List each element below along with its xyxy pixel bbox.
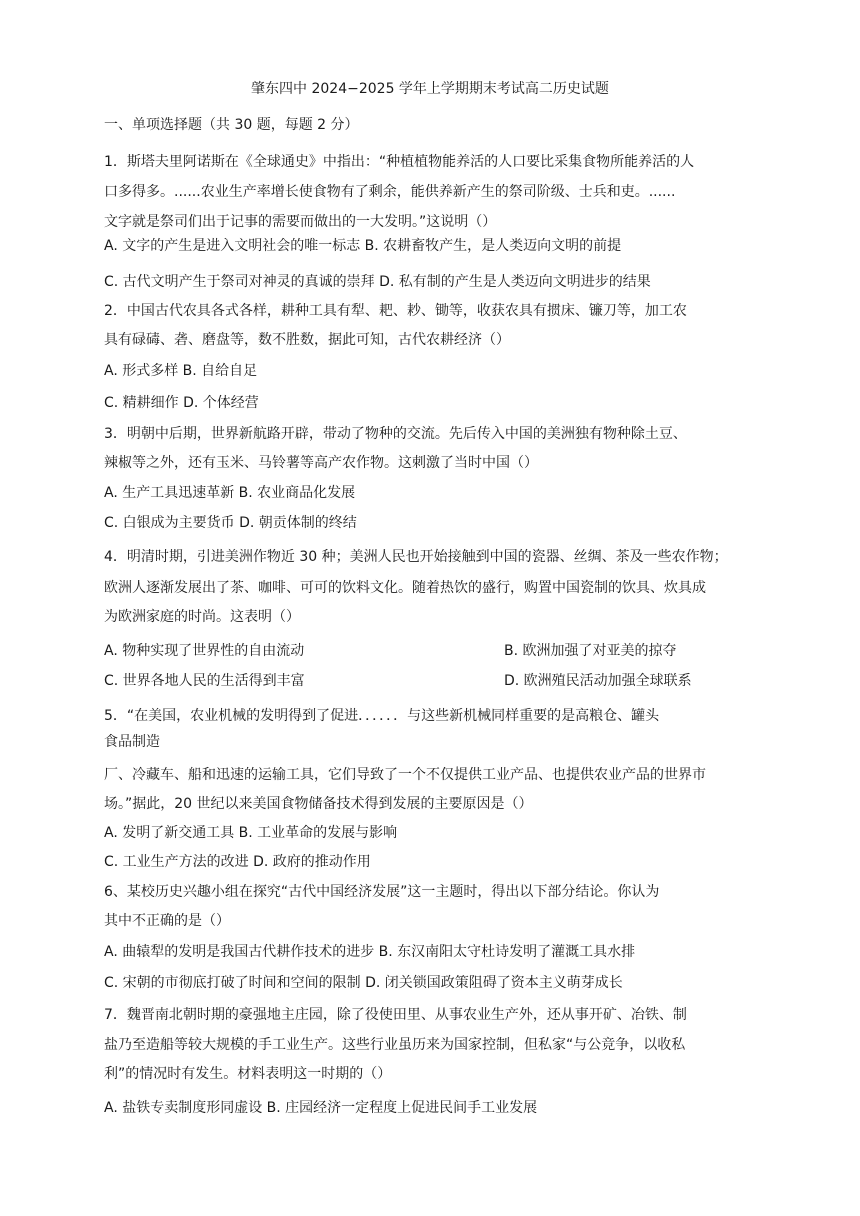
q4-stem-line-3: 为欧洲家庭的时尚。这表明（） [104, 609, 300, 625]
q4-option-b: B. 欧洲加强了对亚美的掠夺 [504, 643, 677, 659]
q3-stem-line-2: 辣椒等之外，还有玉米、马铃薯等高产农作物。这刺激了当时中国（） [104, 455, 538, 471]
q4-stem-line-1: 4．明清时期，引进美洲作物近 30 种；美洲人民也开始接触到中国的瓷器、丝绸、茶及一些农作物； [104, 549, 728, 565]
q6-stem-line-1: 6、某校历史兴趣小组在探究“古代中国经济发展”这一主题时，得出以下部分结论。你认为 [104, 884, 660, 900]
q1-stem-line-2: 口多得多。......农业生产率增长使食物有了剩余，能供养新产生的祭司阶级、士兵和吏。...... [104, 184, 676, 200]
q2-stem-line-2: 具有碌碡、砻、磨盘等，数不胜数，据此可知，古代农耕经济（） [104, 332, 510, 348]
q1-options-ab: A. 文字的产生是进入文明社会的唯一标志 B. 农耕畜牧产生，是人类迈向文明的前提 [104, 238, 622, 254]
q5-stem-line-2: 食品制造 [104, 734, 160, 750]
q7-options-ab: A. 盐铁专卖制度形同虚设 B. 庄园经济一定程度上促进民间手工业发展 [104, 1100, 538, 1116]
section-heading: 一、单项选择题（共 30 题，每题 2 分） [104, 117, 359, 133]
q2-stem-line-1: 2．中国古代农具各式各样，耕种工具有犁、耙、耖、锄等，收获农具有掼床、镰刀等，加工农 [104, 303, 687, 319]
q3-options-cd: C. 白银成为主要货币 D. 朝贡体制的终结 [104, 515, 357, 531]
q5-options-cd: C. 工业生产方法的改进 D. 政府的推动作用 [104, 854, 371, 870]
q4-option-d: D. 欧洲殖民活动加强全球联系 [504, 673, 692, 689]
q4-options-row-1 [104, 641, 764, 661]
q6-options-ab: A. 曲辕犁的发明是我国古代耕作技术的进步 B. 东汉南阳太守杜诗发明了灌溉工具水排 [104, 944, 636, 960]
q4-option-c: C. 世界各地人民的生活得到丰富 [104, 673, 305, 689]
q7-stem-line-2: 盐乃至造船等较大规模的手工业生产。这些行业虽历来为国家控制，但私家“与公竞争，以收私 [104, 1037, 686, 1053]
q7-stem-line-1: 7．魏晋南北朝时期的豪强地主庄园，除了役使田里、从事农业生产外，还从事开矿、冶铁、制 [104, 1007, 687, 1023]
q6-stem-line-2: 其中不正确的是（） [104, 913, 230, 929]
q4-options-row-2 [104, 671, 764, 691]
q5-stem-line-4: 场。”据此，20 世纪以来美国食物储备技术得到发展的主要原因是（） [104, 796, 533, 812]
q4-stem-line-2: 欧洲人逐渐发展出了茶、咖啡、可可的饮料文化。随着热饮的盛行，购置中国瓷制的饮具、炊具成 [104, 580, 706, 596]
q1-options-cd: C. 古代文明产生于祭司对神灵的真诚的崇拜 D. 私有制的产生是人类迈向文明进步的结果 [104, 274, 651, 290]
q7-stem-line-3: 利”的情况时有发生。材料表明这一时期的（） [104, 1066, 392, 1082]
q5-stem-line-1: 5．“在美国，农业机械的发明得到了促进．．．．．．与这些新机械同样重要的是高粮仓、罐头 [104, 708, 660, 724]
q3-options-ab: A. 生产工具迅速革新 B. 农业商品化发展 [104, 485, 356, 501]
q2-options-cd: C. 精耕细作 D. 个体经营 [104, 395, 259, 411]
q2-options-ab: A. 形式多样 B. 自给自足 [104, 363, 258, 379]
q3-stem-line-1: 3．明朝中后期，世界新航路开辟，带动了物种的交流。先后传入中国的美洲独有物种除土豆、 [104, 426, 687, 442]
q5-stem-line-3: 厂、冷藏车、船和迅速的运输工具，它们导致了一个不仅提供工业产品、也提供农业产品的世界市 [104, 767, 706, 783]
q1-stem-line-3: 文字就是祭司们出于记事的需要而做出的一大发明。”这说明（） [104, 214, 497, 230]
q6-options-cd: C. 宋朝的市彻底打破了时间和空间的限制 D. 闭关锁国政策阻碍了资本主义萌芽成长 [104, 975, 623, 991]
q1-stem-line-1: 1．斯塔夫里阿诺斯在《全球通史》中指出：“种植植物能养活的人口要比采集食物所能养活的人 [104, 154, 695, 170]
exam-title: 肇东四中 2024−2025 学年上学期期末考试高二历史试题 [251, 81, 609, 97]
q5-options-ab: A. 发明了新交通工具 B. 工业革命的发展与影响 [104, 825, 398, 841]
q4-option-a: A. 物种实现了世界性的自由流动 [104, 643, 305, 659]
